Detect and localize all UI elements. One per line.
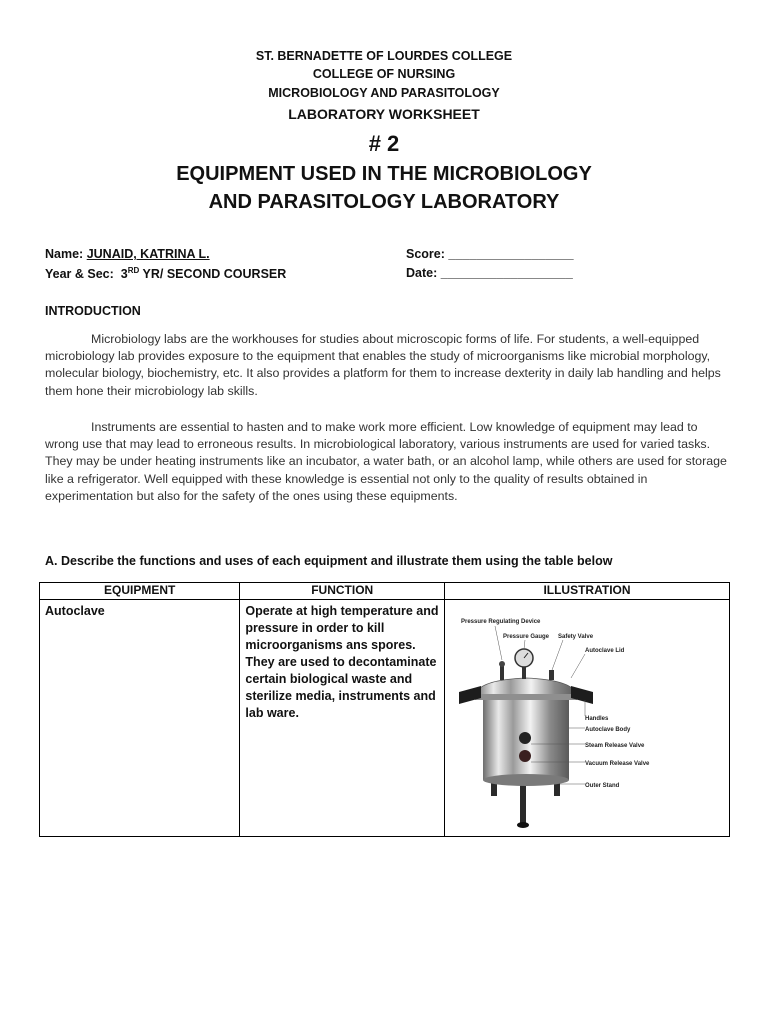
label-pressure-gauge: Pressure Gauge	[502, 634, 550, 640]
autoclave-lid	[475, 678, 577, 696]
year-label: Year & Sec:	[45, 267, 114, 282]
year-row	[45, 266, 286, 281]
label-handles: Handles	[584, 716, 609, 722]
year-rest[interactable]: YR/ SECOND COURSER	[139, 267, 287, 282]
autoclave-illustration	[445, 600, 729, 832]
year-number[interactable]: 3	[120, 267, 128, 282]
label-safety-valve: Safety Valve	[557, 634, 594, 640]
label-vacuum-valve: Vacuum Release Valve	[584, 761, 650, 767]
date-field[interactable]: ___________________	[440, 266, 573, 280]
label-lid: Autoclave Lid	[584, 648, 625, 654]
score-row	[406, 247, 574, 261]
worksheet-label: LABORATORY WORKSHEET	[288, 106, 480, 122]
label-body: Autoclave Body	[584, 727, 631, 733]
worksheet-number: # 2	[368, 131, 400, 156]
name-label: Name:	[45, 247, 84, 261]
safety-valve	[549, 670, 554, 680]
pressure-regulating-device	[500, 666, 504, 680]
title-line-1: EQUIPMENT USED IN THE MICROBIOLOGY	[176, 163, 592, 185]
introduction-heading: INTRODUCTION	[45, 304, 141, 318]
title-line-2: AND PARASITOLOGY LABORATORY	[208, 191, 560, 213]
score-label: Score:	[406, 247, 445, 261]
header-illustration: ILLUSTRATION	[444, 583, 729, 600]
steam-release-valve	[519, 732, 531, 744]
stand-foot	[517, 822, 529, 828]
year-superscript: RD	[127, 266, 140, 275]
header-function: FUNCTION	[240, 583, 445, 600]
label-stand: Outer Stand	[584, 783, 620, 789]
name-value[interactable]: JUNAID, KATRINA L.	[86, 247, 210, 261]
department-name: COLLEGE OF NURSING	[312, 67, 456, 81]
name-row	[45, 247, 210, 261]
label-pressure-regulating: Pressure Regulating Device	[460, 619, 541, 625]
header-equipment: EQUIPMENT	[40, 583, 240, 600]
college-name: ST. BERNADETTE OF LOURDES COLLEGE	[255, 49, 513, 63]
lid-rim	[475, 694, 577, 700]
handle-right	[571, 686, 593, 704]
date-label: Date:	[406, 266, 438, 280]
section-a-title: A. Describe the functions and uses of each equipment and illustrate them using the table below	[45, 554, 613, 568]
handle-left	[459, 686, 481, 704]
date-row	[406, 266, 573, 280]
illustration-cell	[444, 600, 729, 837]
intro-paragraph-2: Instruments are essential to hasten and to make work more efficient. Low knowledge of equipment may lead to wrong use that may lead to erroneous results. In microbiological laboratory, various instruments are used for varied tasks. They may be under heating instruments like an incubator, a water bath, or an alcohol lamp, while others are used for storage like a refrigerator. Well equipped with these knowledge is essential not only to the quality of results obtained in experimentation but also for the safety of the ones using these equipments.	[45, 420, 727, 503]
equipment-cell[interactable]: Autoclave	[40, 600, 240, 837]
table-row	[40, 600, 730, 837]
function-cell[interactable]: Operate at high temperature and pressure in order to kill microorganisms ans spores. They are used to decontaminate certain biological waste and sterilize media, instruments and lab ware.	[240, 600, 445, 837]
vacuum-release-valve	[519, 750, 531, 762]
gauge-stem	[522, 667, 526, 679]
table-header-row	[40, 583, 730, 600]
intro-paragraph-1: Microbiology labs are the workhouses for studies about microscopic forms of life. For students, a well-equipped microbiology lab provides exposure to the equipment that enables the study of microorganisms like microbial morphology, molecular biology, biochemistry, etc. It also provides a platform for them to increase dexterity in daily lab handling and helps them hone their microbiology lab skills.	[45, 332, 721, 398]
stand-leg-center	[520, 780, 526, 824]
body-base	[483, 774, 569, 786]
regulator-knob	[499, 661, 505, 667]
score-field[interactable]: __________________	[448, 247, 574, 261]
label-steam-valve: Steam Release Valve	[584, 743, 645, 749]
equipment-table	[39, 582, 730, 837]
subject-name: MICROBIOLOGY AND PARASITOLOGY	[268, 86, 500, 100]
